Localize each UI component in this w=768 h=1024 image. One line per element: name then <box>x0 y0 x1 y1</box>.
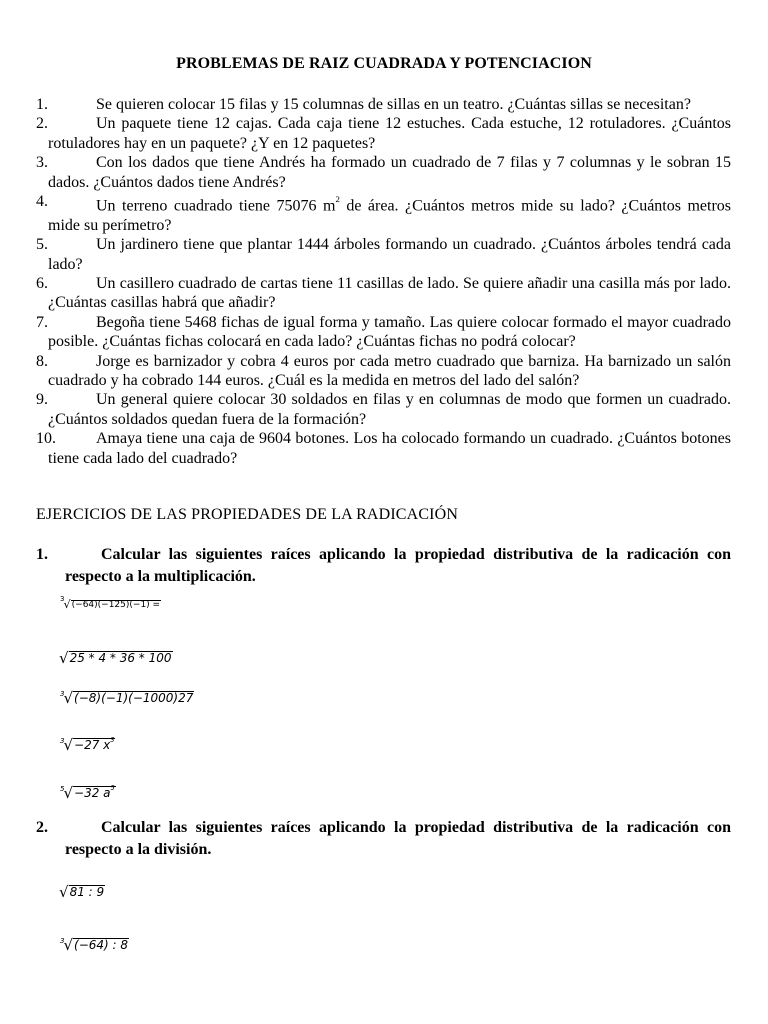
radical-index: 3 <box>60 737 65 745</box>
problem-text: Jorge es barnizador y cobra 4 euros por cada metro cuadrado que barniza. Ha barnizado un salón cuadrado y ha cobrado 144 euros. ¿Cuál es la medida en metros del lado del salón? <box>48 352 731 390</box>
problem-number: 2. <box>36 115 48 133</box>
document-title: PROBLEMAS DE RAIZ CUADRADA Y POTENCIACION <box>176 55 592 72</box>
radical <box>60 595 161 611</box>
radicand-text: −32 a <box>74 786 111 800</box>
problem-item <box>36 274 731 313</box>
math-expression <box>60 737 115 752</box>
radical <box>60 690 194 705</box>
section-title: EJERCICIOS DE LAS PROPIEDADES DE LA RADICACIÓN <box>36 506 459 523</box>
radical-sign: √ <box>59 883 69 901</box>
problem-item <box>36 153 731 192</box>
radical-index: 5 <box>60 785 65 793</box>
exercise-2 <box>36 817 731 861</box>
problem-item <box>36 313 731 352</box>
math-expression <box>60 690 194 705</box>
problem-text: Un jardinero tiene que plantar 1444 árboles formando un cuadrado. ¿Cuántos árboles tendrá cada lado? <box>48 236 731 273</box>
problem-text: Un general quiere colocar 30 soldados en filas y en columnas de modo que formen un cuadrado. ¿Cuántos soldados quedan fuera de la formación? <box>48 391 731 428</box>
problem-text-part: de área. ¿Cuántos metros mide su lado? ¿Cuántos metros mide su perímetro? <box>48 197 731 234</box>
problem-number: 1. <box>36 96 48 113</box>
problem-number: 5. <box>36 236 48 254</box>
problem-text <box>48 192 731 235</box>
problem-text: Se quieren colocar 15 filas y 15 columnas de sillas en un teatro. ¿Cuántas sillas se necesitan? <box>96 96 691 113</box>
radical-index: 3 <box>60 690 65 698</box>
problem-item <box>36 192 731 235</box>
exercise-instructions: Calcular las siguientes raíces aplicando la propiedad distributiva de la radicación con respecto a la multiplicación. <box>65 546 731 585</box>
exercise-instructions: Calcular las siguientes raíces aplicando la propiedad distributiva de la radicación con respecto a la división. <box>65 819 731 858</box>
exponent: 3 <box>110 736 115 744</box>
radicand <box>73 738 115 751</box>
problem-number: 9. <box>36 391 48 409</box>
problem-text: Un casillero cuadrado de cartas tiene 11 casillas de lado. Se quiere añadir una casilla más por lado. ¿Cuántas casillas habrá que añadir? <box>48 274 731 312</box>
problem-number: 4. <box>36 193 48 211</box>
exponent: 5 <box>110 784 115 792</box>
radical-index: 3 <box>60 595 65 603</box>
problem-item <box>36 429 731 468</box>
problem-number: 10. <box>36 430 56 448</box>
radical-index: 3 <box>60 937 65 945</box>
math-expression <box>60 785 116 800</box>
exercise-1 <box>36 544 731 588</box>
radicand <box>73 786 116 799</box>
radicand: 81 : 9 <box>69 885 105 899</box>
radical-sign: √ <box>63 598 71 611</box>
radical-sign: √ <box>59 649 69 667</box>
problem-text: Un paquete tiene 12 cajas. Cada caja tiene 12 estuches. Cada estuche, 12 rotuladores. ¿Cuántos rotuladores hay en un paquete? ¿Y en 12 paquetes? <box>48 115 731 152</box>
problem-item <box>36 352 731 391</box>
radical-sign: √ <box>63 784 74 802</box>
problem-list <box>36 95 731 468</box>
problem-number: 8. <box>36 352 48 370</box>
exercise-number: 1. <box>36 546 48 563</box>
problem-number: 3. <box>36 154 48 172</box>
radicand-text: −27 x <box>74 738 111 752</box>
exercise-number: 2. <box>36 819 48 836</box>
radicand: (−64)(−125)(−1) = <box>71 600 161 610</box>
superscript: 2 <box>335 194 340 205</box>
radical-sign: √ <box>63 936 74 954</box>
radical <box>60 884 105 899</box>
radicand: (−8)(−1)(−1000)27 <box>74 691 194 705</box>
math-expression <box>60 884 105 899</box>
math-expression <box>60 650 173 665</box>
problem-item <box>36 390 731 429</box>
math-expression <box>60 937 129 952</box>
radical <box>60 937 129 952</box>
problem-item <box>36 114 731 153</box>
radicand: 25 * 4 * 36 * 100 <box>69 651 172 665</box>
math-expression <box>60 595 161 611</box>
problem-text-part: Un terreno cuadrado tiene 75076 m <box>96 197 336 215</box>
radicand: (−64) : 8 <box>74 938 129 952</box>
problem-item <box>36 235 731 274</box>
problem-number: 7. <box>36 313 48 331</box>
problem-text: Amaya tiene una caja de 9604 botones. Los ha colocado formando un cuadrado. ¿Cuántos botones tiene cada lado del cuadrado? <box>48 430 731 467</box>
radical-sign: √ <box>63 689 74 707</box>
problem-text: Begoña tiene 5468 fichas de igual forma y tamaño. Las quiere colocar formado el mayor cuadrado posible. ¿Cuántas fichas colocará en cada lado? ¿Cuántas fichas no podrá colocar? <box>48 313 731 351</box>
radical <box>60 737 115 752</box>
radical <box>60 650 173 665</box>
problem-item <box>36 95 731 114</box>
radical <box>60 785 116 800</box>
problem-number: 6. <box>36 274 48 292</box>
problem-text: Con los dados que tiene Andrés ha formado un cuadrado de 7 filas y 7 columnas y le sobran 15 dados. ¿Cuántos dados tiene Andrés? <box>48 154 731 191</box>
radical-sign: √ <box>63 736 74 754</box>
